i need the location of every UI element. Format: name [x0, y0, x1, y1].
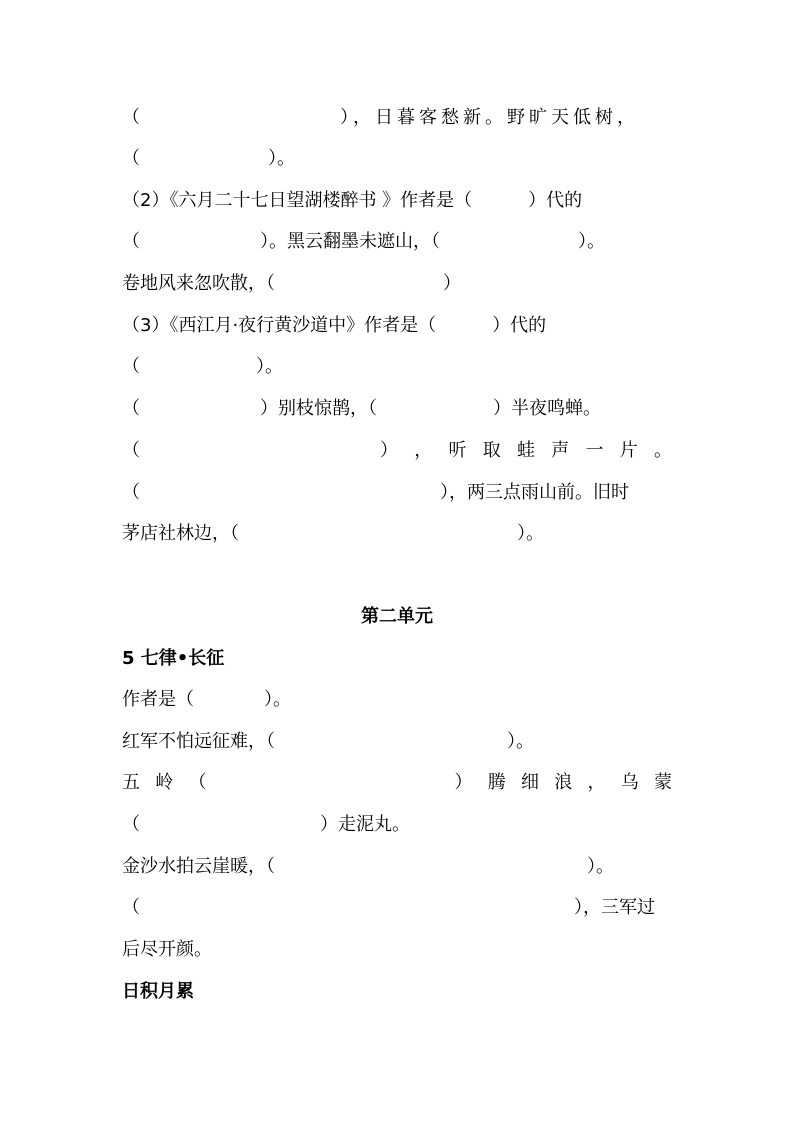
line-text: ）。黑云翻墨未遮山，（	[260, 231, 440, 252]
char: 浪	[554, 772, 573, 793]
char: 五	[122, 772, 140, 793]
poem-line-8	[122, 397, 672, 421]
char: 声	[551, 440, 570, 461]
line-text: ）别枝惊鹊，（	[260, 398, 377, 419]
char: 岭	[155, 772, 174, 793]
open-paren: （	[122, 482, 140, 503]
char: ，	[587, 772, 606, 793]
close-paren: ）	[443, 273, 461, 294]
blank-group	[189, 771, 473, 795]
poem-line-1	[122, 106, 672, 130]
char: ，	[414, 440, 433, 461]
open-paren: （	[122, 107, 140, 128]
question-2-line	[122, 189, 672, 213]
poem-line-10	[122, 481, 672, 505]
question-text: （2）《六月二十七日望湖楼醉书 》作者是（	[122, 190, 473, 211]
section-heading	[122, 980, 672, 1004]
poem-line-7	[122, 355, 672, 379]
section-heading-text: 日积月累	[122, 981, 194, 1002]
unit-heading: 第二单元	[361, 606, 433, 627]
line-text: 茅店社林边，（	[122, 523, 239, 544]
question-3-line	[122, 314, 672, 338]
char: 蛙	[517, 440, 535, 461]
line-text: ）。	[268, 148, 295, 169]
line-text: ）半夜鸣蝉。	[493, 398, 601, 419]
char: 片	[619, 440, 638, 461]
poem-line-11	[122, 522, 672, 546]
line-text: 作者是（	[122, 689, 194, 710]
close-paren: ）	[380, 440, 398, 461]
open-paren: （	[122, 356, 140, 377]
line-text: ）。	[578, 231, 605, 252]
open-paren: （	[122, 814, 140, 835]
char: 。	[654, 440, 672, 461]
line-text: ）。	[264, 689, 291, 710]
open-paren: （	[122, 897, 140, 918]
poem2-line-3	[122, 771, 672, 795]
line-text: 金沙水拍云崖暖，（	[122, 856, 275, 877]
line-text: ）走泥丸。	[320, 814, 410, 835]
open-paren: （	[122, 398, 140, 419]
char: 乌	[620, 772, 639, 793]
poem2-line-6	[122, 896, 672, 920]
line-text: 卷地风来忽吹散，（	[122, 273, 275, 294]
line-text: ）代的	[528, 190, 583, 211]
lesson-title-text: 5 七律•长征	[122, 648, 225, 669]
char: 腾	[487, 772, 506, 793]
line-text: ）。	[517, 523, 544, 544]
poem2-line-4	[122, 813, 672, 837]
line-text: ），两三点雨山前。旧时	[440, 482, 629, 503]
open-paren: （	[122, 231, 140, 252]
line-text: 红军不怕远征难，（	[122, 731, 275, 752]
poem2-line-5	[122, 855, 672, 879]
char: 细	[521, 772, 539, 793]
close-paren: ）	[454, 772, 473, 793]
poem-line-9	[122, 439, 672, 463]
poem-line-5	[122, 272, 672, 296]
question-text: （3）《西江月·夜行黄沙道中》作者是（	[122, 315, 437, 336]
char: 蒙	[654, 772, 672, 793]
char: 取	[482, 440, 501, 461]
open-paren: （	[188, 772, 207, 793]
line-text: ）。	[256, 356, 283, 377]
open-paren: （	[122, 148, 140, 169]
char: 一	[585, 440, 604, 461]
poem2-line-7	[122, 938, 672, 962]
line-text: 后尽开颜。	[122, 939, 212, 960]
line-text: ），日暮客愁新。野旷天低树，	[340, 107, 639, 128]
poem2-line-1	[122, 688, 672, 712]
lesson-title	[122, 647, 672, 671]
line-text: ）。	[507, 731, 534, 752]
poem-line-4	[122, 230, 672, 254]
line-text: ）代的	[492, 315, 547, 336]
char: 听	[448, 440, 467, 461]
line-text: ）。	[587, 856, 614, 877]
poem-line-2	[122, 147, 672, 171]
blank-group	[122, 439, 398, 463]
line-text: ），三军过	[574, 897, 655, 918]
open-paren: （	[122, 440, 140, 461]
poem2-line-2	[122, 730, 672, 754]
